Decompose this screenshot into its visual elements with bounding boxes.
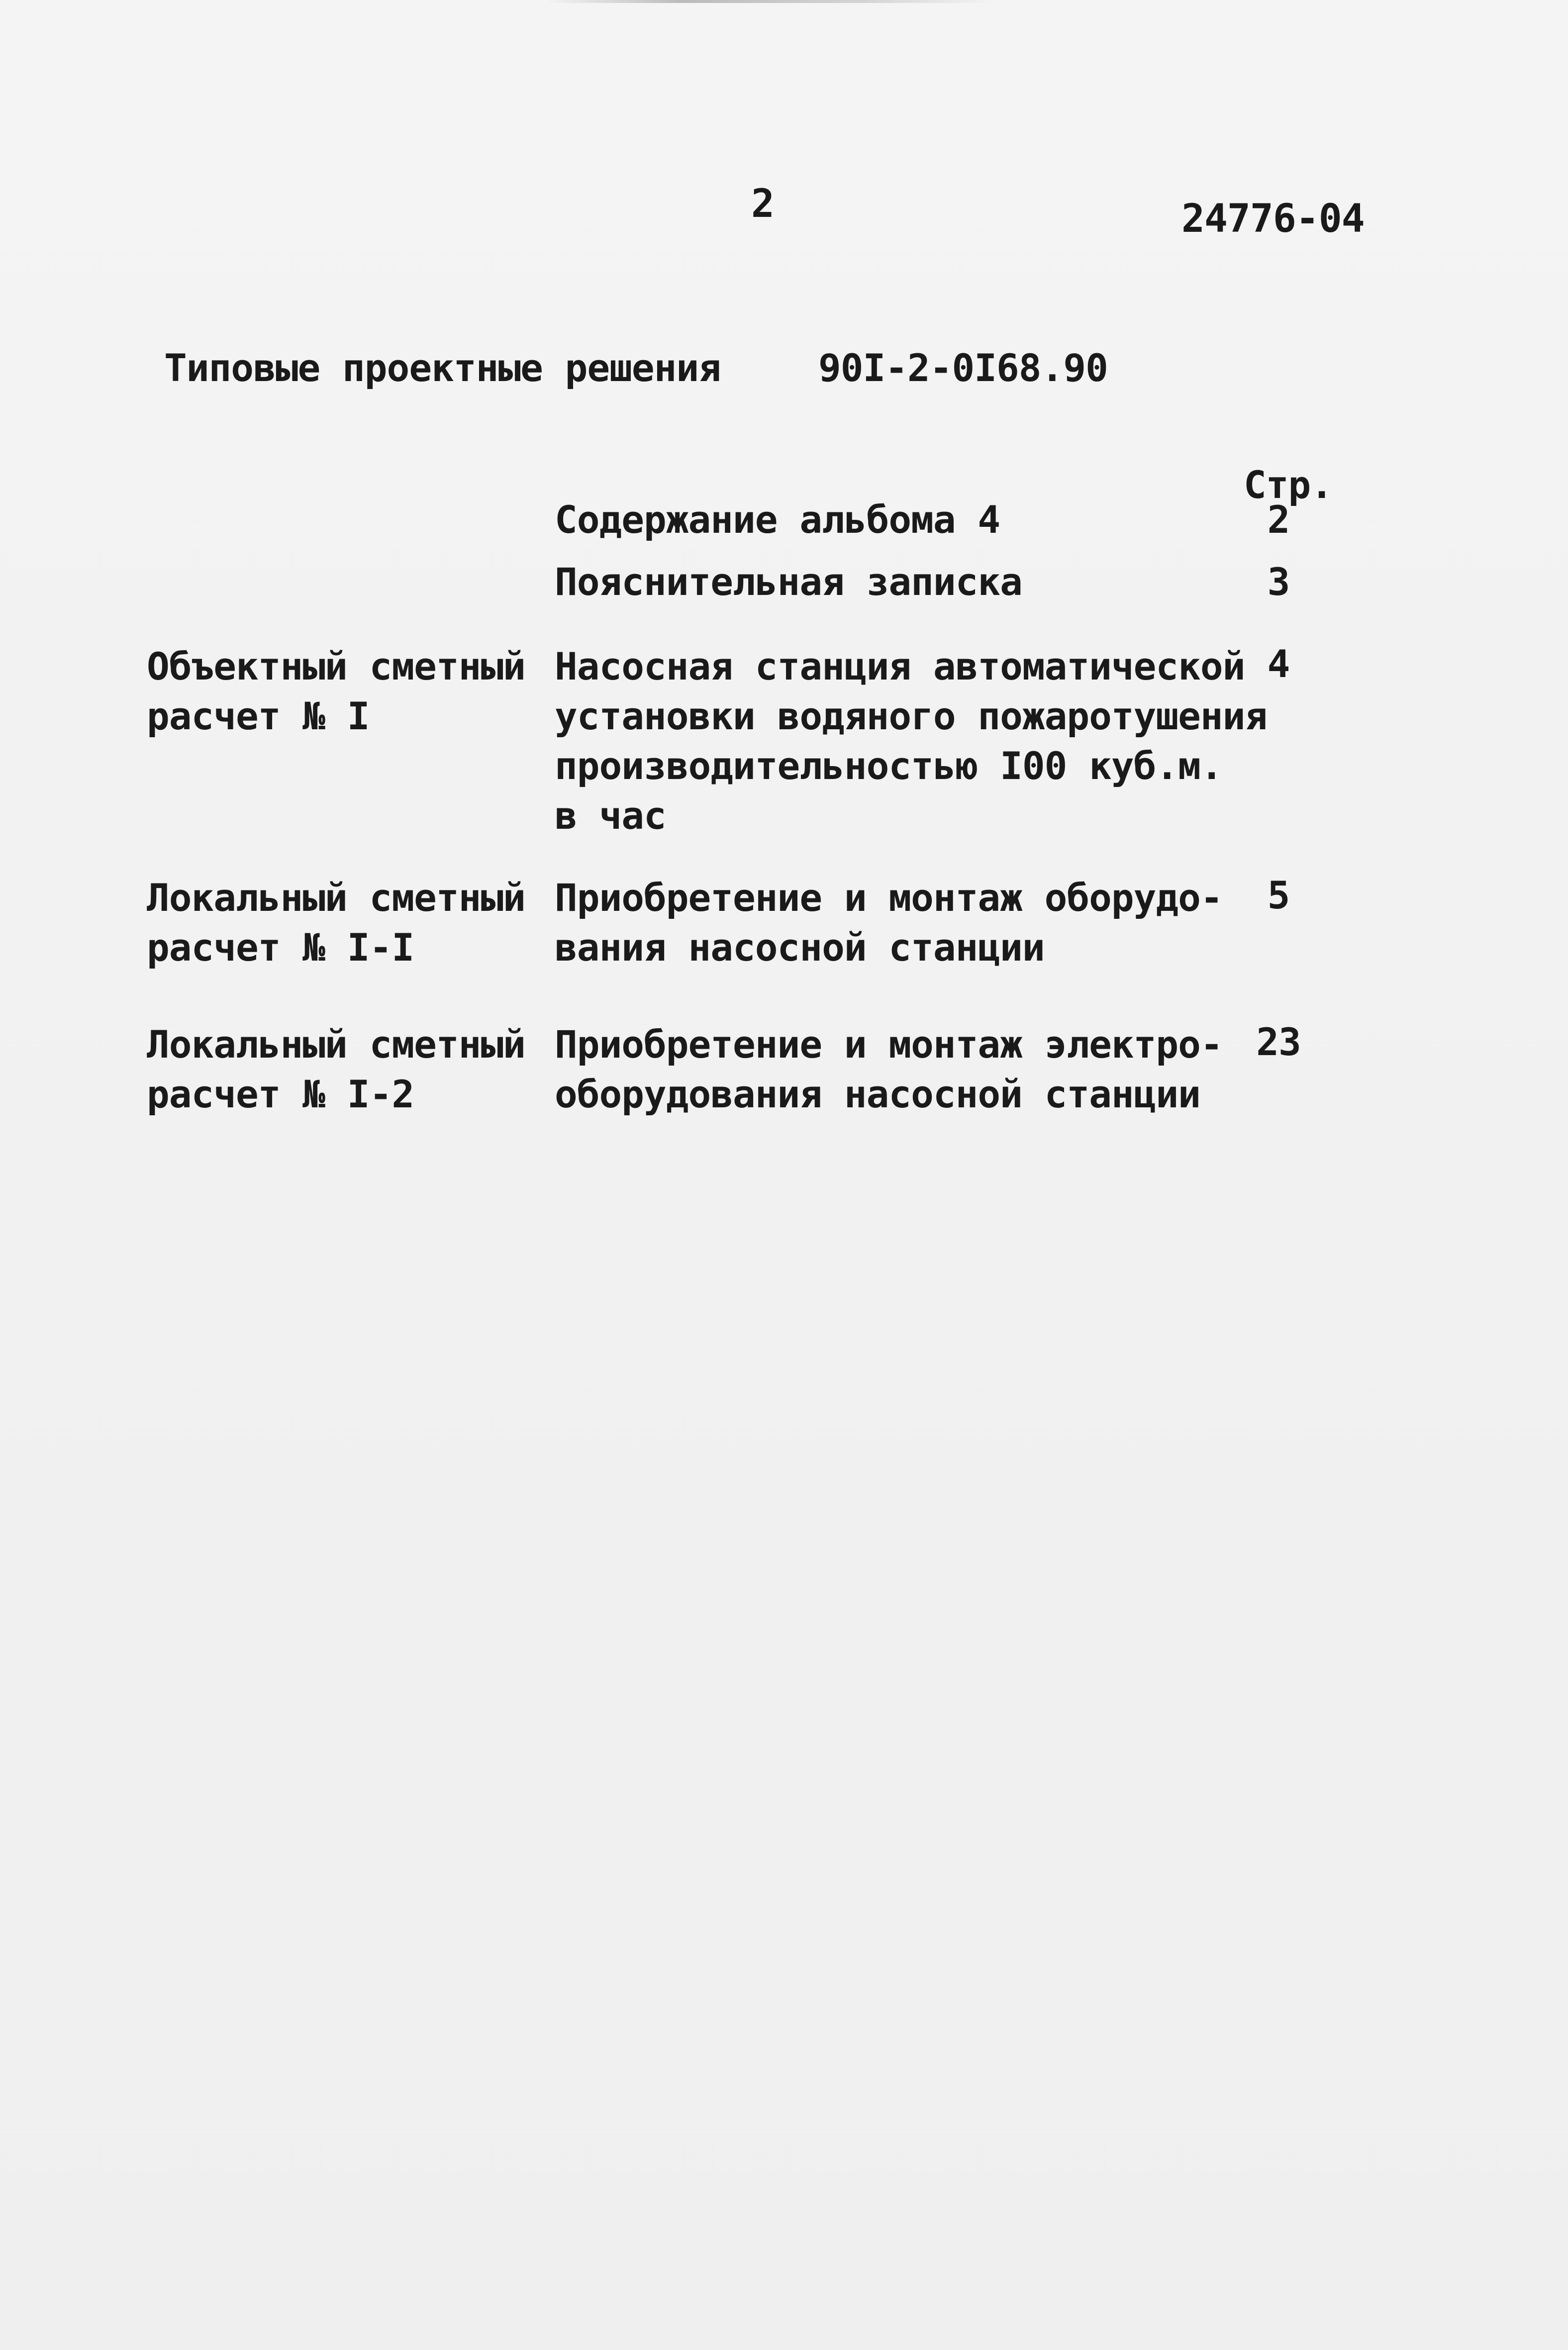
contents-entry-page: 23 — [1256, 1020, 1301, 1064]
contents-entry-title — [555, 557, 1241, 607]
contents-entry-type — [147, 1020, 535, 1119]
title-line: Приобретение и монтаж электро- — [555, 1022, 1223, 1067]
contents-entry-page: 2 — [1267, 497, 1290, 542]
contents-entry-page: 3 — [1267, 560, 1290, 604]
page-number: 2 — [751, 182, 774, 226]
contents-entry-title — [555, 873, 1241, 973]
title-line: производительностью I00 куб.м. — [555, 744, 1223, 788]
type-line: расчет № I — [147, 694, 370, 738]
title-line: вания насосной станции — [555, 925, 1045, 970]
title-line: Насосная станция автоматической — [555, 644, 1245, 688]
series-title: Типовые проектные решения — [164, 346, 721, 390]
title-line: Пояснительная записка — [555, 560, 1022, 604]
type-line: Локальный сметный — [147, 1022, 525, 1067]
type-line: Локальный сметный — [147, 876, 525, 920]
type-line: расчет № I-2 — [147, 1072, 414, 1116]
type-line: расчет № I-I — [147, 925, 414, 970]
contents-entry-page: 5 — [1267, 873, 1290, 917]
type-line: Объектный сметный — [147, 644, 525, 688]
contents-entry-type — [147, 642, 535, 741]
title-line: установки водяного пожаротушения — [555, 694, 1268, 738]
title-line: Содержание альбома 4 — [555, 497, 1000, 542]
series-code: 90I-2-0I68.90 — [818, 346, 1108, 390]
contents-entry-type — [147, 873, 535, 973]
contents-entry-title — [555, 642, 1268, 841]
contents-entry-page: 4 — [1267, 642, 1290, 686]
scan-edge-shadow — [547, 0, 995, 3]
pages-column-header: Стр. — [1244, 463, 1333, 507]
contents-entry-title — [555, 1020, 1241, 1119]
title-line: в час — [555, 793, 666, 838]
title-line: оборудования насосной станции — [555, 1072, 1200, 1116]
title-line: Приобретение и монтаж оборудо- — [555, 876, 1223, 920]
contents-entry-title — [555, 495, 1241, 545]
document-code: 24776-04 — [1181, 196, 1365, 241]
